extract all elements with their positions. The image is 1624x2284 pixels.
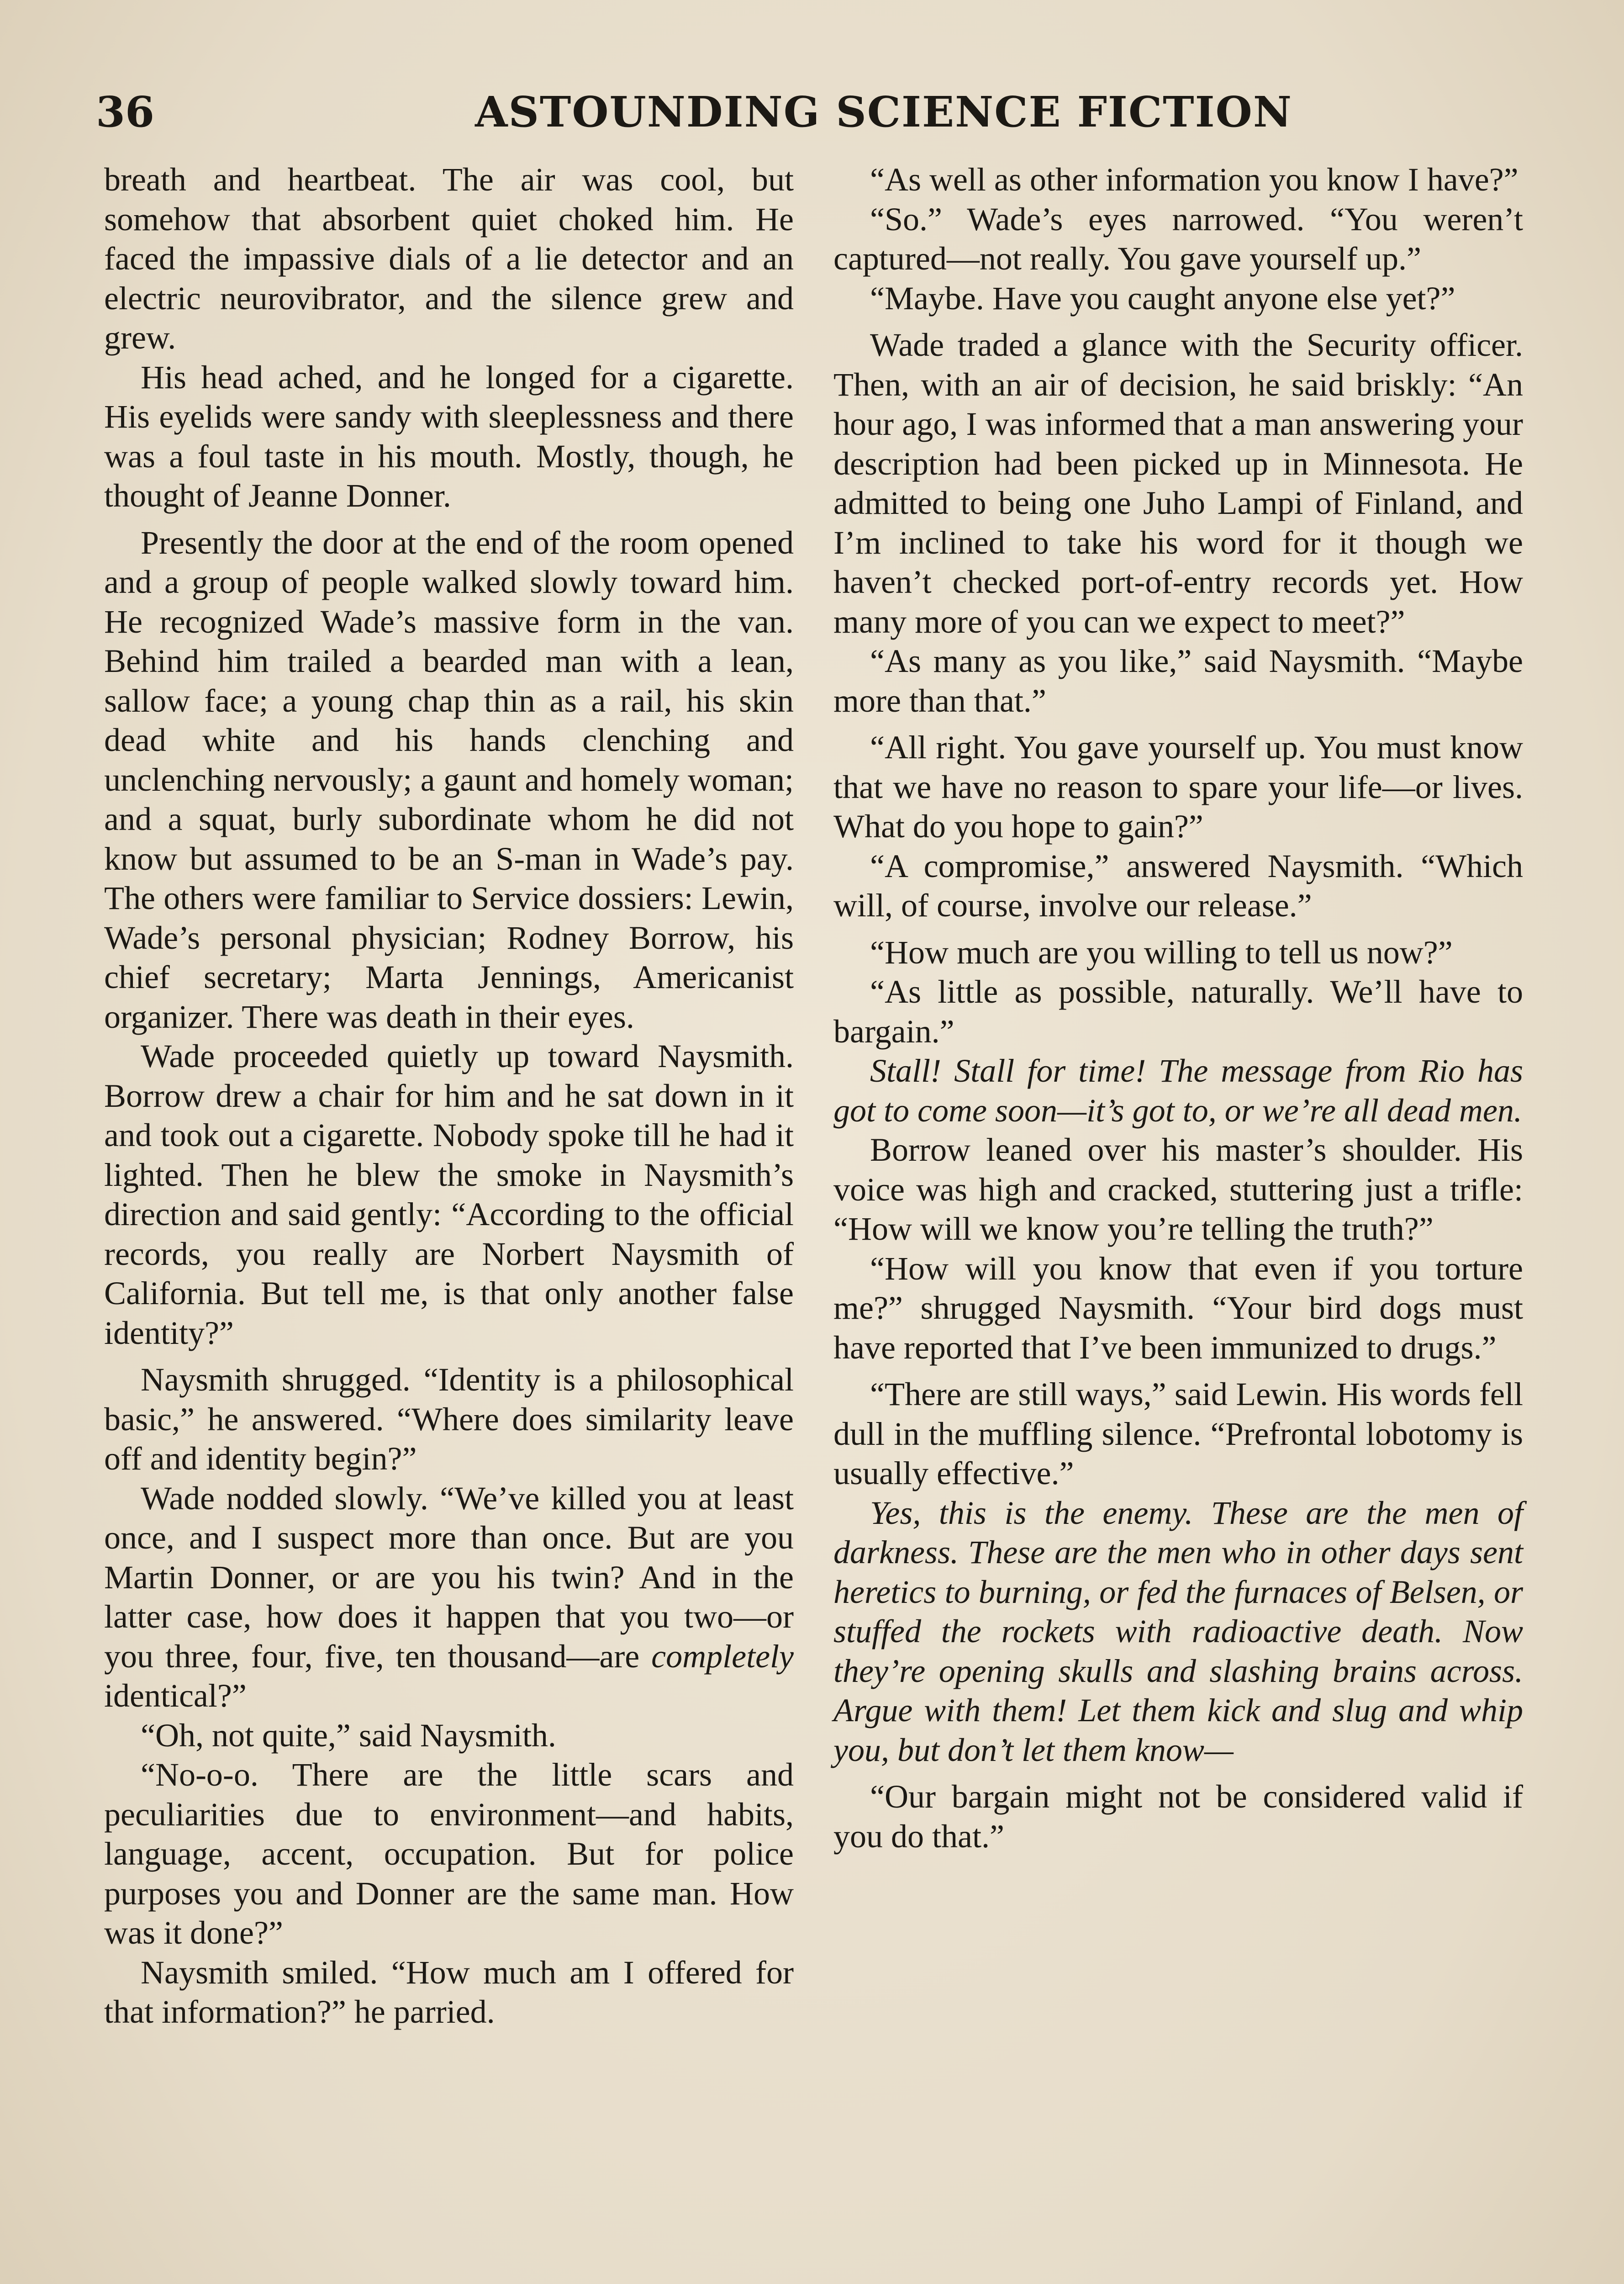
paragraph: “How much are you willing to tell us now?” xyxy=(870,934,1453,971)
paragraph: “How will you know that even if you torture me?” shrugged Naysmith. “Your bird dogs must have reported that I’ve been immunized to drugs.” xyxy=(833,1250,1523,1366)
paragraph: “Oh, not quite,” said Naysmith. xyxy=(141,1717,556,1754)
text-run: identical?” xyxy=(104,1677,247,1714)
left-column xyxy=(104,160,794,2032)
emphasis-text: completely xyxy=(651,1638,794,1675)
paragraph: Presently the door at the end of the room opened and a group of people walked slowly toward him. He recognized Wade’s massive form in the van. Behind him trailed a bearded man with a lean, sallow face; a young chap thin as a rail, his skin dead white and his hands clenching and unclenching nervously; a gaunt and homely woman; and a squat, burly subordinate whom he did not know but assumed to be an S-man in Wade’s pay. The others were familiar to Service dossiers: Lewin, Wade’s personal physician; Rodney Borrow, his chief secretary; Marta Jennings, Americanist organizer. There was death in their eyes. xyxy=(104,524,794,1035)
paragraph: Borrow leaned over his master’s shoulder. His voice was high and cracked, stuttering just a trifle: “How will we know you’re telling the truth?” xyxy=(833,1131,1523,1247)
paragraph: “Our bargain might not be considered valid if you do that.” xyxy=(833,1778,1523,1855)
paragraph: “All right. You gave yourself up. You must know that we have no reason to spare your life—or lives. What do you hope to gain?” xyxy=(833,729,1523,845)
paragraph: breath and heartbeat. The air was cool, but somehow that absorbent quiet choked him. He faced the impassive dials of a lie detector and an electric neurovibrator, and the silence grew and grew. xyxy=(104,161,794,356)
running-head: ASTOUNDING SCIENCE FICTION xyxy=(475,87,1292,137)
paragraph: “So.” Wade’s eyes narrowed. “You weren’t captured—not really. You gave yourself up.” xyxy=(833,201,1523,277)
paragraph: “As little as possible, naturally. We’ll have to bargain.” xyxy=(833,973,1523,1050)
paragraph: His head ached, and he longed for a cigarette. His eyelids were sandy with sleeplessness and there was a foul taste in his mouth. Mostly, though, he thought of Jeanne Donner. xyxy=(104,359,794,514)
right-column xyxy=(833,160,1523,1856)
paragraph: “A compromise,” answered Naysmith. “Which will, of course, involve our release.” xyxy=(833,847,1523,924)
paragraph: “As well as other information you know I have?” xyxy=(870,161,1519,198)
paragraph: Naysmith smiled. “How much am I offered for that information?” he parried. xyxy=(104,1954,794,2030)
page-header xyxy=(91,87,1525,142)
paragraph: “Maybe. Have you caught anyone else yet?” xyxy=(870,280,1455,317)
page-number: 36 xyxy=(96,87,155,137)
italic-thought: Stall! Stall for time! The message from Rio has got to come soon—it’s got to, or we’re all dead men. xyxy=(833,1052,1523,1129)
paragraph: “As many as you like,” said Naysmith. “Maybe more than that.” xyxy=(833,643,1523,719)
text-run: Wade nodded slowly. “We’ve killed you at least once, and I suspect more than once. But are you Martin Donner, or are you his twin? And in the latter case, how does it happen that you two—or you three, four, five, ten thousand—are xyxy=(104,1480,794,1675)
italic-thought: Yes, this is the enemy. These are the men of darkness. These are the men who in other days sent heretics to burning, or fed the furnaces of Belsen, or stuffed the rockets with radioactive death. Now they’re opening skulls and slashing brains across. Argue with them! Let them kick and slug and whip you, but don’t let them know— xyxy=(833,1494,1523,1768)
paragraph: “No-o-o. There are the little scars and peculiarities due to environment—and habits, language, accent, occupation. But for police purposes you and Donner are the same man. How was it done?” xyxy=(104,1756,794,1951)
paragraph: “There are still ways,” said Lewin. His words fell dull in the muffling silence. “Prefrontal lobotomy is usually effective.” xyxy=(833,1376,1523,1491)
paragraph: Wade traded a glance with the Security officer. Then, with an air of decision, he said briskly: “An hour ago, I was informed that a man answering your description had been picked up in Minnesota. He admitted to being one Juho Lampi of Finland, and I’m inclined to take his word for it though we haven’t checked port-of-entry records yet. How many more of you can we expect to meet?” xyxy=(833,327,1523,640)
paragraph xyxy=(104,1479,794,1716)
paragraph: Naysmith shrugged. “Identity is a philosophical basic,” he answered. “Where does similarity leave off and identity begin?” xyxy=(104,1361,794,1477)
paragraph: Wade proceeded quietly up toward Naysmith. Borrow drew a chair for him and he sat down in it and took out a cigarette. Nobody spoke till he had it lighted. Then he blew the smoke in Naysmith’s direction and said gently: “According to the official records, you really are Norbert Naysmith of California. But tell me, is that only another false identity?” xyxy=(104,1038,794,1351)
